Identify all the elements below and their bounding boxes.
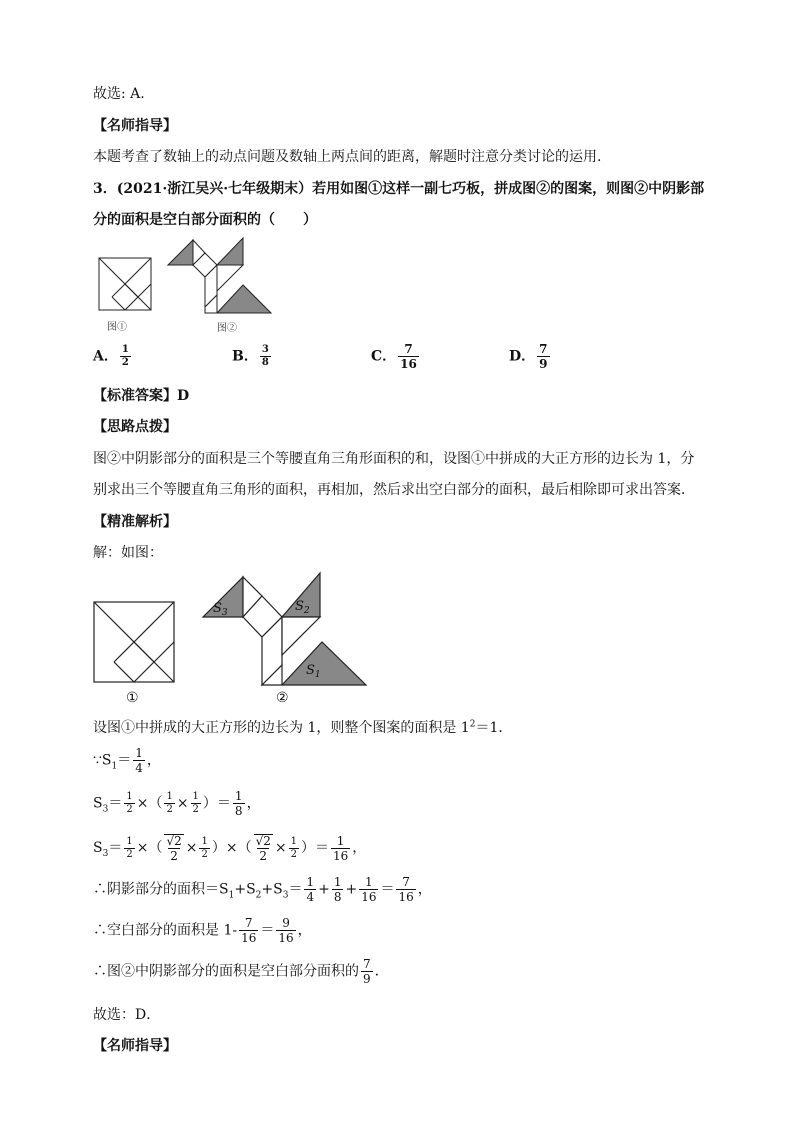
s3-label: $S_3$ (213, 601, 228, 618)
option-a-fraction: $\frac{1}{2}$ (121, 344, 129, 368)
solution-intro: 解：如图： (93, 545, 163, 561)
option-c-letter: C． (371, 348, 397, 365)
circle1-label: ① (126, 690, 139, 706)
s2-label: $S_2$ (295, 599, 310, 616)
solution-line-5: ∴阴影部分的面积$=S_1+S_2+S_3=$ $\frac{1}{4}$ + $\frac{1}{8}$ + $\frac{1}{16}$ ＝ $\frac{7}{16}$ ， (93, 875, 432, 904)
tangram-solution-figure-1 (92, 600, 178, 710)
option-a-letter: A． (93, 348, 118, 365)
option-b-letter: B． (232, 348, 258, 365)
question-line-2: 分的面积是空白部分面积的（ ） (93, 212, 317, 228)
option-d-fraction: $\frac{7}{9}$ (539, 342, 548, 371)
option-d-letter: D． (509, 348, 536, 365)
solution-line-2: $\because S_1=$ $\frac{1}{4}$ ， (93, 746, 161, 775)
prev-teacher-title: 【名师指导】 (93, 118, 177, 134)
option-b[interactable] (232, 345, 273, 368)
solution-line-6: ∴空白部分的面积是 1- $\frac{7}{16}$ ＝ $\frac{9}{16}$ ， (93, 916, 312, 945)
tangram-figure-1 (97, 256, 153, 336)
tangram-solution-figure-2 (198, 570, 370, 706)
analysis-title: 【精准解析】 (93, 514, 177, 530)
fig2-caption: 图② (217, 323, 237, 334)
solution-line-1: 设图①中拼成的大正方形的边长为 1，则整个图案的面积是 $1^2=1$． (93, 719, 513, 736)
conclusion: 故选：D． (93, 1007, 161, 1023)
tangram-figure-2 (165, 235, 275, 337)
option-a[interactable] (93, 345, 133, 368)
prev-teacher-text: 本题考查了数轴上的动点问题及数轴上两点间的距离，解题时注意分类讨论的运用. (93, 149, 602, 165)
prev-answer: 故选: A. (93, 86, 145, 102)
solution-line-7: ∴图②中阴影部分的面积是空白部分面积的 $\frac{7}{9}$ ． (93, 957, 389, 986)
option-b-fraction: $\frac{3}{8}$ (261, 344, 269, 368)
hint-text-2: 别求出三个等腰直角三角形的面积，再相加，然后求出空白部分的面积，最后相除即可求出答案． (93, 482, 695, 498)
option-c-fraction: $\frac{7}{16}$ (400, 342, 417, 371)
teacher-title-2: 【名师指导】 (93, 1038, 177, 1054)
circle2-label: ② (276, 690, 289, 706)
fig1-caption: 图① (107, 322, 127, 333)
question-line-1: 3．(2021·浙江吴兴·七年级期末）若用如图①这样一副七巧板，拼成图②的图案，则图②中阴影部 (93, 181, 705, 197)
option-d[interactable] (509, 343, 552, 370)
answer-title: 【标准答案】D (93, 388, 190, 404)
hint-text-1: 图②中阴影部分的面积是三个等腰直角三角形面积的和，设图①中拼成的大正方形的边长为 1，分 (93, 451, 695, 467)
hint-title: 【思路点拨】 (93, 419, 177, 435)
solution-line-4: $S_3=$ $\frac{1}{2}$ ×（ $\frac{√2}{2}$ × $\frac{1}{2}$ ）×（ $\frac{√2}{2}$ × $\frac{1}{2}$ ）＝ $\frac{1}{16}$ ， (93, 833, 367, 863)
solution-line-3: $S_3=$ $\frac{1}{2}$ ×（ $\frac{1}{2}$ × $\frac{1}{2}$ ）＝ $\frac{1}{8}$ ， (93, 789, 261, 818)
s1-label: $S_1$ (306, 663, 321, 680)
option-c[interactable] (371, 343, 421, 370)
